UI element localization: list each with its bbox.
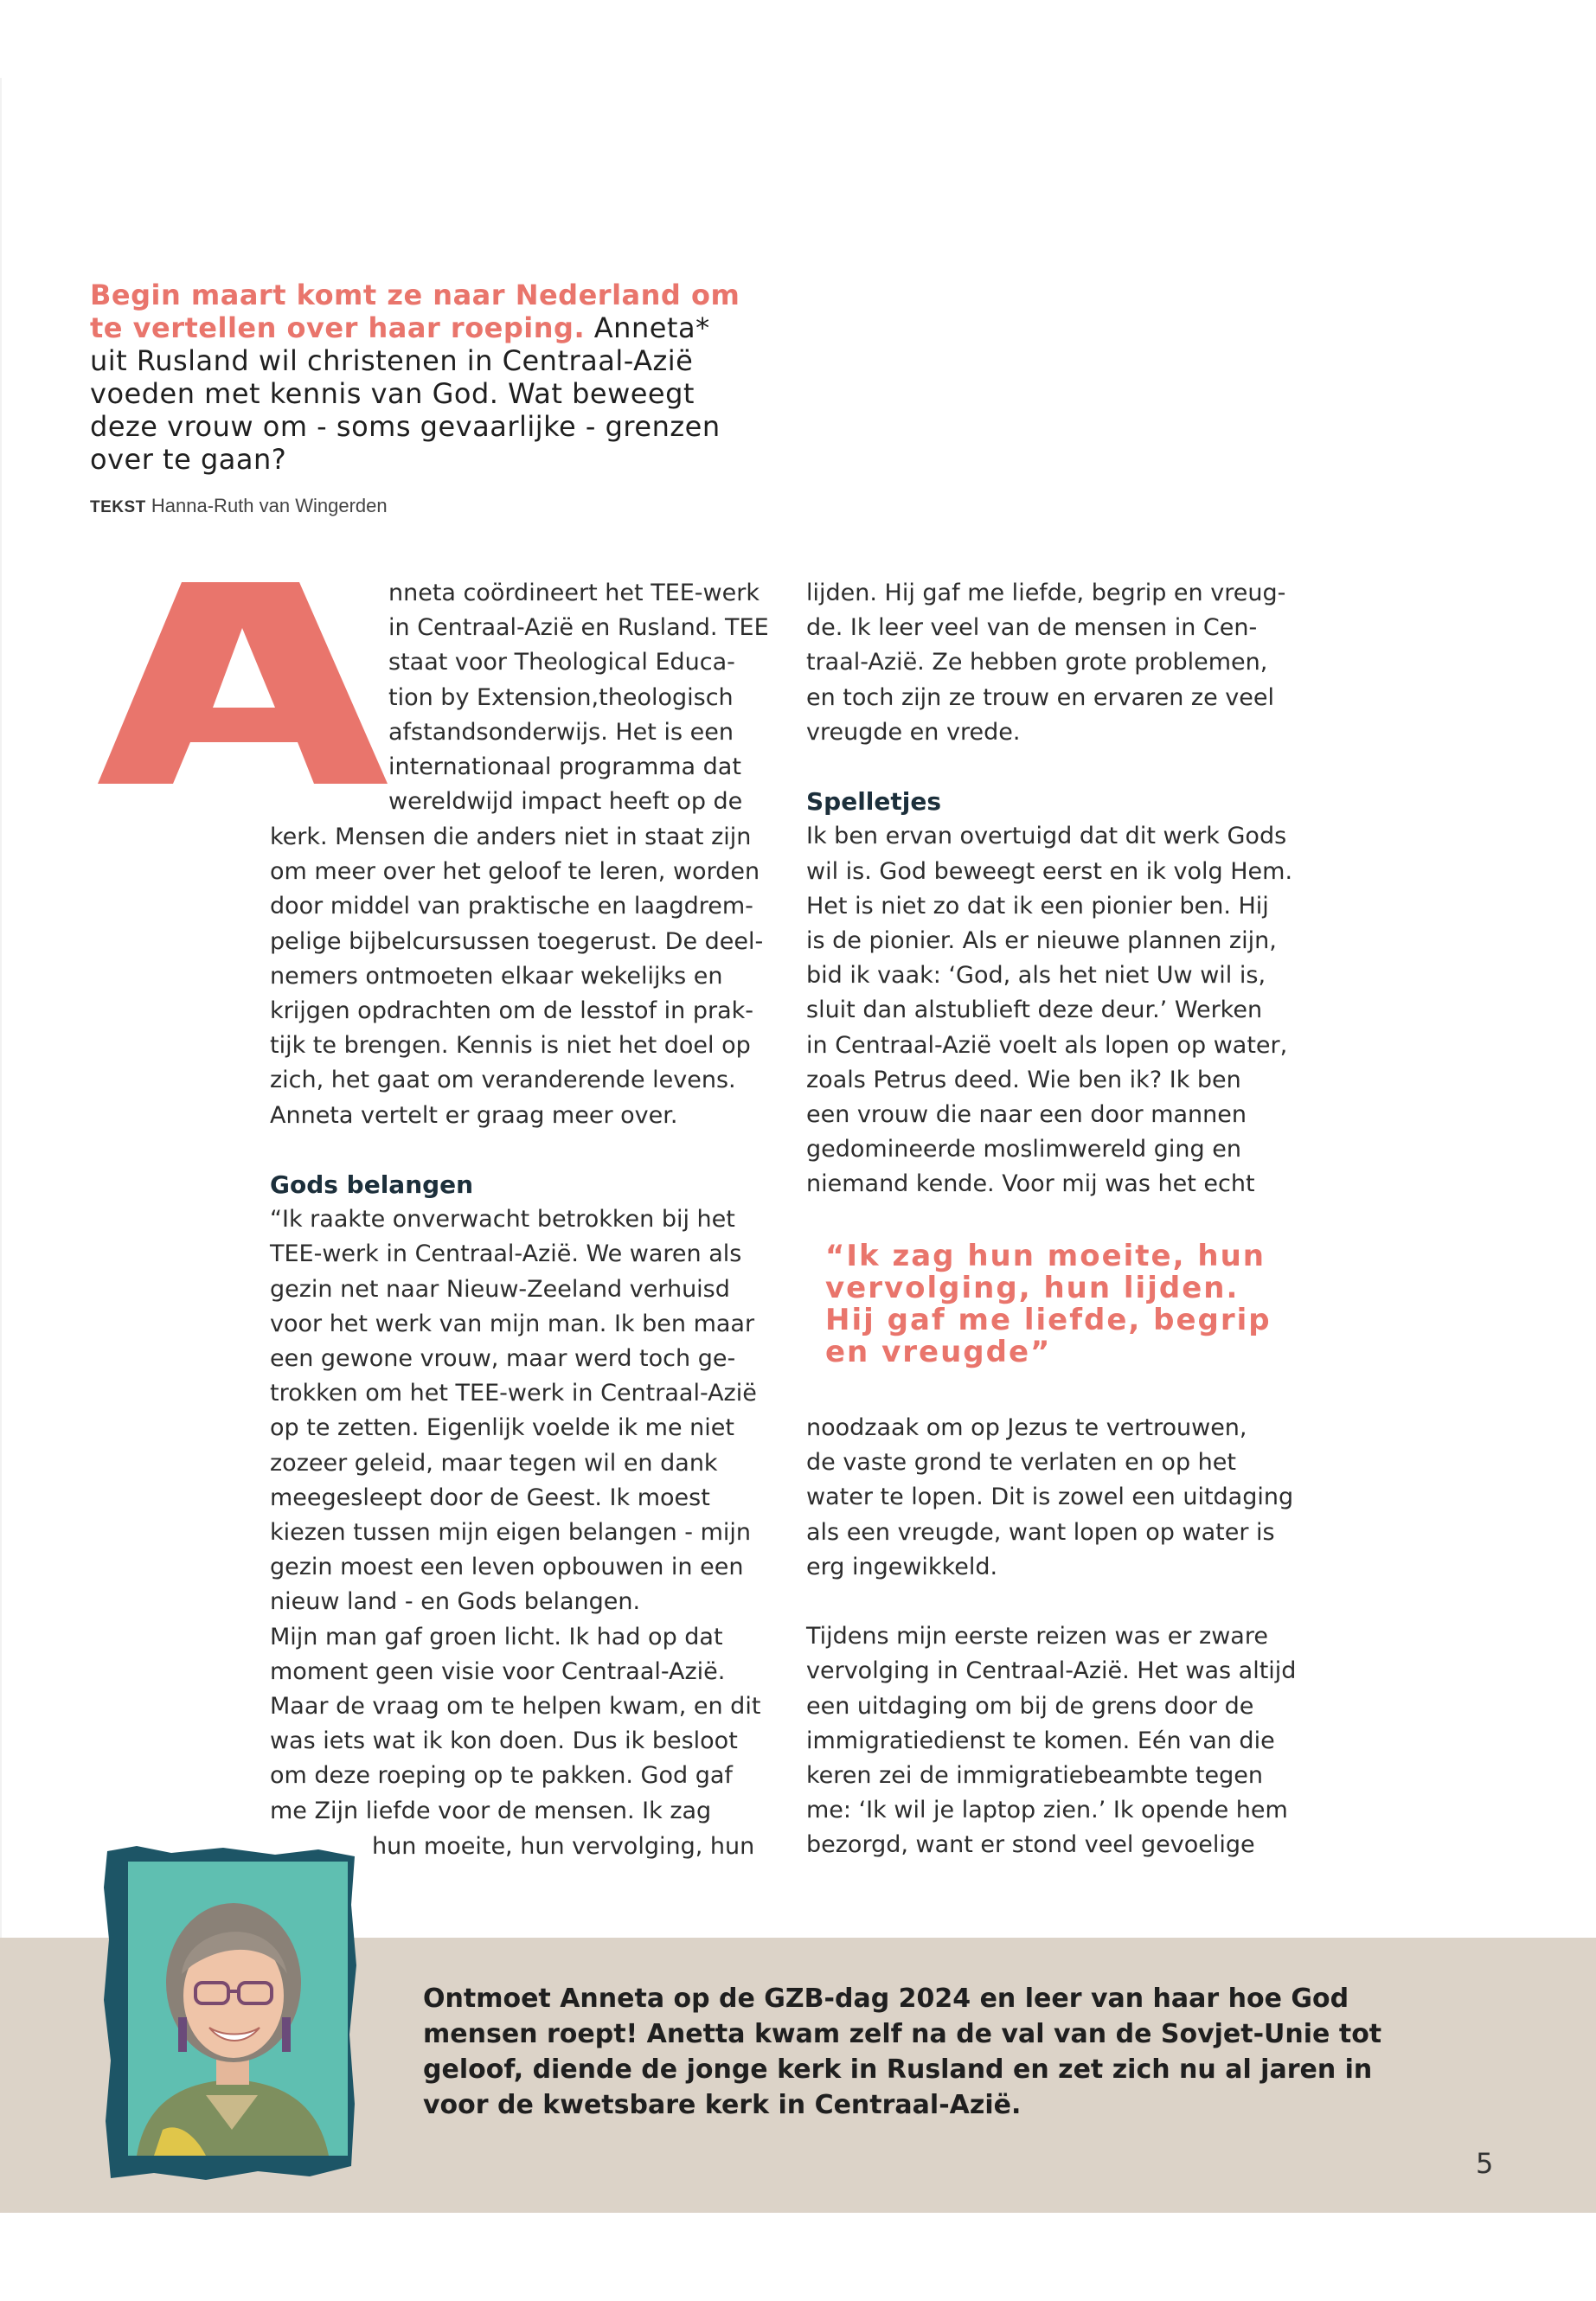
byline-label: TEKST (90, 498, 146, 516)
text-line: water te lopen. Dit is zowel een uitdaging (806, 1484, 1294, 1511)
text-line: lijden. Hij gaf me liefde, begrip en vreug- (806, 580, 1286, 606)
text-line: vreugde en vrede. (806, 718, 1021, 746)
text-line: noodzaak om op Jezus te vertrouwen, (806, 1414, 1247, 1441)
dropcap-letter (93, 578, 388, 785)
text-line: Het is niet zo dat ik een pionier ben. Hij (806, 892, 1269, 920)
text-line: Maar de vraag om te helpen kwam, en dit (270, 1693, 761, 1721)
text-line: bezorgd, want er stond veel gevoelige (806, 1831, 1255, 1859)
column-left-wrap (388, 576, 769, 819)
text-line: tion by Extension,theologisch (388, 683, 734, 711)
text-line: trokken om het TEE-werk in Centraal-Azië (270, 1380, 757, 1407)
band-line: voor de kwetsbare kerk in Centraal-Azië. (423, 2090, 1022, 2120)
pull-quote-line: vervolging, hun lijden. (825, 1271, 1240, 1305)
text-line: en toch zijn ze trouw en ervaren ze veel (806, 683, 1275, 711)
text-line: nemers ontmoeten elkaar wekelijks en (270, 962, 723, 990)
intro-line: voeden met kennis van God. Wat beweegt (90, 377, 695, 410)
text-line: TEE-werk in Centraal-Azië. We waren als (270, 1240, 742, 1268)
intro-line (90, 279, 817, 311)
text-line: in Centraal-Azië voelt als lopen op water, (806, 1031, 1288, 1059)
pull-quote (825, 1240, 1379, 1368)
text-line: kiezen tussen mijn eigen belangen - mijn (270, 1519, 752, 1547)
section-heading-gods-belangen: Gods belangen (270, 1170, 474, 1200)
text-line: een uitdaging om bij de grens door de (806, 1692, 1254, 1720)
text-line: immigratiedienst te komen. Eén van die (806, 1727, 1275, 1754)
text-line: me Zijn liefde voor de mensen. Ik zag (270, 1797, 712, 1824)
intro-lead-2: te vertellen over haar roeping. (90, 311, 586, 344)
text-line: om meer over het geloof te leren, worden (270, 858, 760, 886)
text-line: is de pionier. Als er nieuwe plannen zijn, (806, 927, 1277, 955)
pull-quote-line: Hij gaf me liefde, begrip (825, 1303, 1272, 1337)
text-line: nieuw land - en Gods belangen. (270, 1588, 641, 1616)
text-line: op te zetten. Eigenlijk voelde ik me niet (270, 1414, 734, 1442)
intro-line: over te gaan? (90, 443, 287, 476)
text-line: hun moeite, hun vervolging, hun (372, 1833, 755, 1860)
text-line: een vrouw die naar een door mannen (806, 1101, 1247, 1129)
text-line: Mijn man gaf groen licht. Ik had op dat (270, 1623, 723, 1650)
text-line: tijk te brengen. Kennis is niet het doel op (270, 1032, 751, 1060)
column-right-continued (806, 1411, 1296, 1863)
column-left (270, 820, 763, 1829)
pull-quote-line: en vreugde” (825, 1335, 1052, 1369)
intro-line (90, 311, 817, 344)
text-line: zozeer geleid, maar tegen wil en dank (270, 1449, 718, 1477)
text-line: een gewone vrouw, maar werd toch ge- (270, 1345, 736, 1373)
page-number: 5 (1476, 2147, 1494, 2180)
text-line: Ik ben ervan overtuigd dat dit werk Gods (806, 823, 1287, 850)
text-line: om deze roeping op te pakken. God gaf (270, 1762, 733, 1790)
text-line: zich, het gaat om veranderende levens. (270, 1067, 736, 1094)
text-line: traal-Azië. Ze hebben grote problemen, (806, 649, 1268, 676)
text-line: door middel van praktische en laagdrem- (270, 893, 753, 920)
text-line: moment geen visie voor Centraal-Azië. (270, 1657, 726, 1685)
portrait-photo (102, 1844, 358, 2182)
text-line: gezin moest een leven opbouwen in een (270, 1554, 744, 1581)
info-band-text (423, 1981, 1382, 2123)
text-line: nneta coördineert het TEE-werk (388, 580, 760, 606)
text-line: internationaal programma dat (388, 753, 741, 781)
text-line: erg ingewikkeld. (806, 1553, 998, 1580)
byline-author: Hanna-Ruth van Wingerden (151, 495, 388, 516)
band-line: Ontmoet Anneta op de GZB-dag 2024 en leer van haar hoe God (423, 1984, 1349, 2014)
intro-paragraph (90, 279, 817, 476)
text-line: staat voor Theological Educa- (388, 649, 735, 676)
text-line: bid ik vaak: ‘God, als het niet Uw wil is, (806, 962, 1266, 990)
text-line: wil is. God beweegt eerst en ik volg Hem. (806, 857, 1293, 885)
text-line: Tijdens mijn eerste reizen was er zware (806, 1623, 1268, 1650)
text-line: voor het werk van mijn man. Ik ben maar (270, 1310, 755, 1337)
text-line: krijgen opdrachten om de lesstof in prak- (270, 997, 754, 1025)
text-line: kerk. Mensen die anders niet in staat zijn (270, 824, 752, 850)
text-line: niemand kende. Voor mij was het echt (806, 1170, 1255, 1198)
text-line: afstandsonderwijs. Het is een (388, 718, 734, 746)
text-line: pelige bijbelcursussen toegerust. De deel- (270, 927, 764, 955)
text-line: vervolging in Centraal-Azië. Het was altijd (806, 1657, 1297, 1685)
band-line: mensen roept! Anetta kwam zelf na de val van de Sovjet-Unie tot (423, 2019, 1382, 2049)
text-line: de vaste grond te verlaten en op het (806, 1449, 1236, 1477)
text-line: in Centraal-Azië en Rusland. TEE (388, 614, 769, 642)
page-edge (0, 78, 2, 1938)
byline (90, 495, 388, 517)
text-line: gezin net naar Nieuw-Zeeland verhuisd (270, 1275, 730, 1303)
band-line: geloof, diende de jonge kerk in Rusland en zet zich nu al jaren in (423, 2054, 1373, 2085)
column-left-end (372, 1830, 754, 1864)
text-line: gedomineerde moslimwereld ging en (806, 1136, 1241, 1163)
text-line: Anneta vertelt er graag meer over. (270, 1101, 678, 1129)
intro-line: deze vrouw om - soms gevaarlijke - grenzen (90, 410, 721, 443)
intro-lead-1: Begin maart komt ze naar Nederland om (90, 279, 740, 311)
text-line: me: ‘Ik wil je laptop zien.’ Ik opende hem (806, 1797, 1288, 1824)
text-line: keren zei de immigratiebeambte tegen (806, 1762, 1263, 1790)
pull-quote-line: “Ik zag hun moeite, hun (825, 1239, 1266, 1273)
intro-line-rest: Anneta* (585, 311, 710, 344)
text-line: wereldwijd impact heeft op de (388, 788, 743, 816)
text-line: de. Ik leer veel van de mensen in Cen- (806, 614, 1258, 642)
text-line: sluit dan alstublieft deze deur.’ Werken (806, 997, 1263, 1024)
text-line: zoals Petrus deed. Wie ben ik? Ik ben (806, 1066, 1241, 1093)
section-heading-spelletjes: Spelletjes (806, 787, 942, 817)
text-line: als een vreugde, want lopen op water is (806, 1518, 1275, 1546)
intro-line: uit Rusland wil christenen in Centraal-Azië (90, 344, 694, 377)
column-right (806, 576, 1292, 1202)
text-line: meegesleept door de Geest. Ik moest (270, 1484, 710, 1511)
text-line: “Ik raakte onverwacht betrokken bij het (270, 1206, 735, 1234)
text-line: was iets wat ik kon doen. Dus ik besloot (270, 1727, 738, 1755)
